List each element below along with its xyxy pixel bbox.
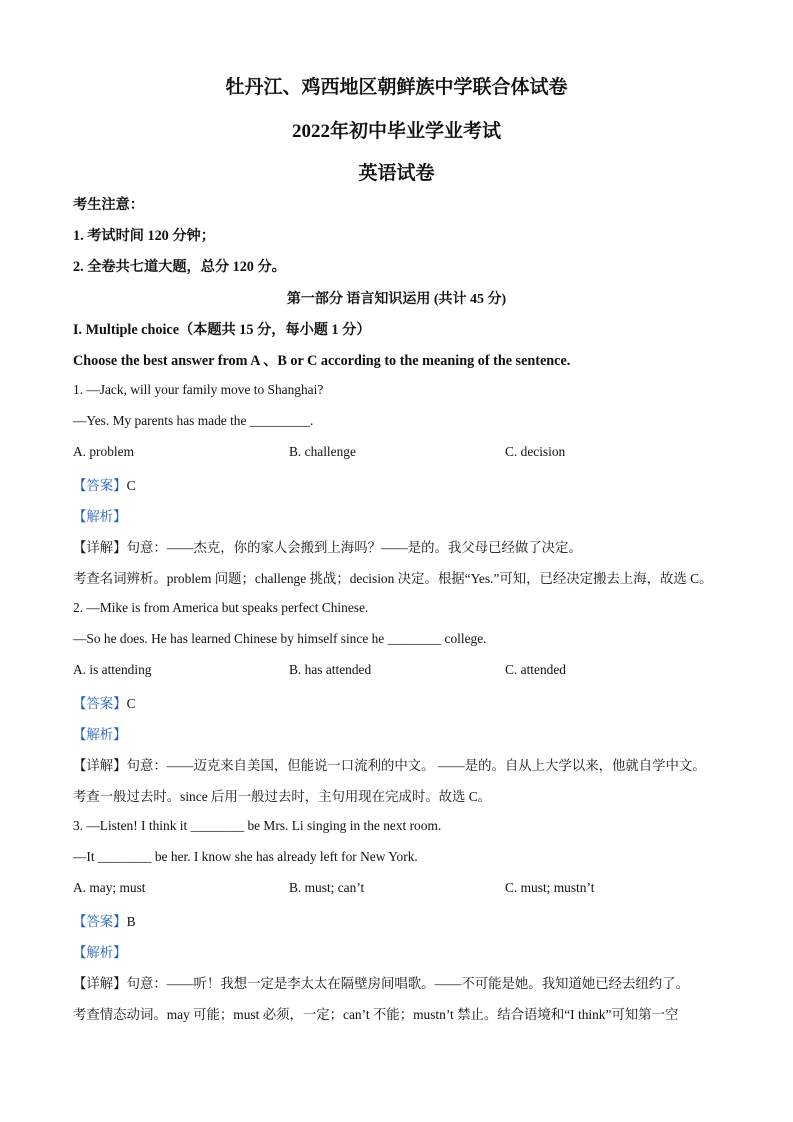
question-3-explanation: 考查情态动词。may 可能；must 必须，一定；can’t 不能；mustn’t 禁止。结合语境和“I think”可知第一空 — [73, 1007, 679, 1022]
question-1-analysis-label: 【解析】 — [73, 509, 127, 524]
question-1-response: —Yes. My parents has made the _________. — [73, 413, 314, 428]
question-2-option-b: B. has attended — [289, 662, 372, 677]
question-3-option-b: B. must; can’t — [289, 880, 365, 895]
section-instruction: Choose the best answer from A 、B or C according to the meaning of the sentence. — [73, 353, 571, 369]
answer-label: 【答案】 — [73, 478, 127, 493]
detail-text: 句意：——迈克来自美国，但能说一口流利的中文。 ——是的。自从上大学以来，他就自学中文。 — [126, 758, 706, 773]
question-3-answer — [73, 911, 136, 930]
notice-item-score: 2. 全卷共七道大题，总分 120 分。 — [73, 259, 286, 275]
detail-label: 【详解】 — [73, 540, 127, 555]
exam-title-year: 2022年初中毕业学业考试 — [291, 121, 501, 142]
question-3-detail — [73, 973, 689, 992]
question-1-option-c: C. decision — [505, 444, 566, 459]
question-3-prompt: 3. —Listen! I think it ________ be Mrs. Li singing in the next room. — [73, 818, 442, 833]
question-3-analysis-label: 【解析】 — [73, 945, 127, 960]
answer-label: 【答案】 — [73, 914, 127, 929]
question-1-option-a: A. problem — [73, 444, 134, 459]
answer-label: 【答案】 — [73, 696, 127, 711]
question-3-option-c: C. must; mustn’t — [505, 880, 595, 895]
question-3-option-a: A. may; must — [73, 880, 146, 895]
detail-text: 句意：——杰克，你的家人会搬到上海吗？——是的。我父母已经做了决定。 — [126, 540, 582, 555]
question-2-explanation: 考查一般过去时。since 后用一般过去时，主句用现在完成时。故选 C。 — [73, 789, 492, 804]
notice-heading: 考生注意： — [73, 197, 144, 213]
part-one-heading: 第一部分 语言知识运用 (共计 45 分) — [286, 292, 507, 307]
exam-title-school: 牡丹江、鸡西地区朝鲜族中学联合体试卷 — [225, 77, 568, 98]
answer-value: C — [126, 478, 136, 493]
detail-label: 【详解】 — [73, 976, 127, 991]
section-title: I. Multiple choice（本题共 15 分，每小题 1 分） — [73, 322, 371, 338]
question-2-prompt: 2. —Mike is from America but speaks perfect Chinese. — [73, 600, 369, 615]
question-1-option-b: B. challenge — [289, 444, 356, 459]
answer-value: B — [126, 914, 136, 929]
exam-title-subject: 英语试卷 — [358, 163, 435, 184]
question-2-option-a: A. is attending — [73, 662, 152, 677]
question-3-response: —It ________ be her. I know she has already left for New York. — [73, 849, 418, 864]
question-2-analysis-label: 【解析】 — [73, 727, 127, 742]
question-2-answer — [73, 693, 136, 712]
question-1-answer — [73, 475, 136, 494]
answer-value: C — [126, 696, 136, 711]
detail-text: 句意：——听！我想一定是李太太在隔壁房间唱歌。——不可能是她。我知道她已经去纽约了。 — [126, 976, 689, 991]
detail-label: 【详解】 — [73, 758, 127, 773]
question-2-option-c: C. attended — [505, 662, 566, 677]
question-2-detail — [73, 755, 706, 774]
question-2-response: —So he does. He has learned Chinese by himself since he ________ college. — [73, 631, 487, 646]
question-1-prompt: 1. —Jack, will your family move to Shanghai? — [73, 382, 324, 397]
notice-item-time: 1. 考试时间 120 分钟； — [73, 228, 215, 244]
question-1-explanation: 考查名词辨析。problem 问题；challenge 挑战；decision 决定。根据“Yes.”可知，已经决定搬去上海，故选 C。 — [73, 571, 713, 586]
question-1-detail — [73, 537, 582, 556]
